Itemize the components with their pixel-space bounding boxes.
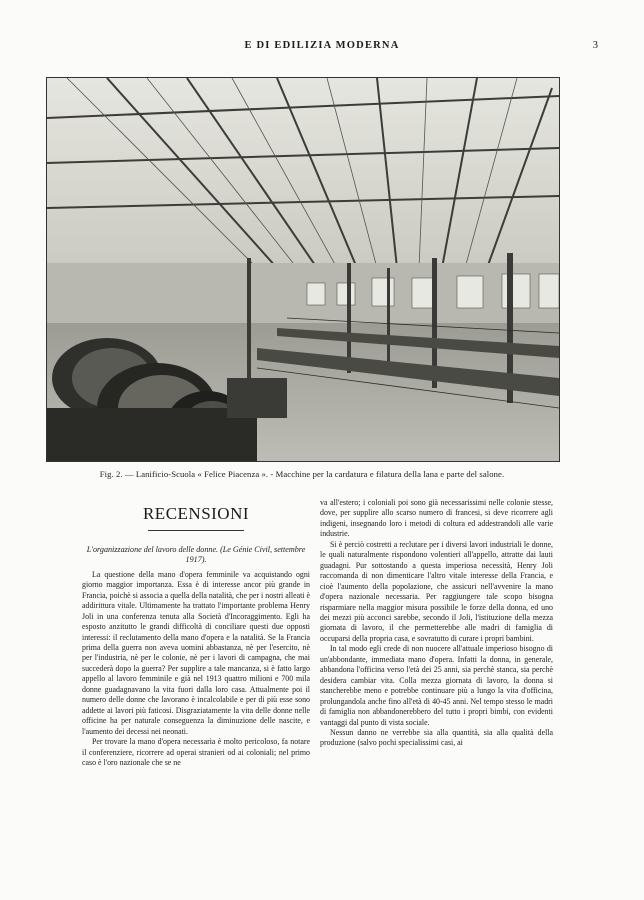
heading-rule bbox=[148, 530, 244, 531]
running-header bbox=[46, 40, 598, 56]
paragraph: Si è perciò costretti a reclutare per i diversi lavori industriali le donne, le quali naturalmente rispondono volentieri all'appello, attratte dai lauti guadagni. Pur sottostando a questa imperiosa necessità, Henry Joli raccomanda di non dimenticare l'altro vitale interesse della Francia, e cioè l'aumento della popolazione, che assicuri nell'avvenire la mano d'opera nazionale necessaria. Per raggiungere tale scopo bisogna risparmiare nella maggior misura possibile le forze della donna, ed uno dei mezzi più acconci sarebbe, secondo il Joli, l'istituzione della mezza giornata di lavoro, il che permetterebbe alle madri di famiglia di occuparsi della propria casa, e sovratutto di curare i propri bambini. bbox=[320, 539, 553, 643]
citation-source: (Le Génie Civil, settembre 1917). bbox=[185, 545, 306, 565]
paragraph: In tal modo egli crede di non nuocere all'attuale imperioso bisogno di un'abbondante, immediata mano d'opera. Infatti la donna, in generale, abbandona l'officina verso l'età dei 25 anni, sia perchè stanca, sia perchè desidera cambiar vita. Colla mezza giornata di lavoro, la donna si stancherebbe meno e potrebbe continuare più a lungo la vita d'officina, prolungandola anche fino all'età di 40-45 anni. Nel tempo stesso le madri di famiglia non abbandonerebbero del tutto i propri bimbi, con evidenti vantaggi dal punto di vista sociale. bbox=[320, 644, 553, 727]
paragraph: La questione della mano d'opera femminile va acquistando ogni giorno maggior importanza. Essa è di interesse ancor più grande in Francia, poichè si associa a quella della natalità, che per i nostri alleati è addirittura vitale. Ultimamente ha trattato l'importante problema Henry Joli in una conferenza tenuta alla Società d'Incoraggimento. Egli ha esposto anzitutto le grandi difficoltà di conciliare questi due opposti interessi: il reclutamento della mano d'opera e la natalità. Se la Francia prima della guerra non aveva uomini abbastanza, nè per l'esercito, nè per l'industria, nè per le colonie, nè per i lavori di campagna, che mai succederà dopo la guerra? Per supplire a tale mancanza, si è fatto largo appello al lavoro femminile e già nel 1913 quattro milioni e 700 mila donne guadagnavano la vita fuori dalla loro casa. Attualmente poi il numero delle donne che lavorano è incalcolabile e per di più esse sono addette ai lavori più faticosi. Disgraziatamente la vita delle donne nelle officine ha per naturale conseguenza la diminuzione delle nascite, e l'aumento dei decessi nei neonati. bbox=[82, 569, 310, 736]
figure-caption: Fig. 2. — Lanificio-Scuola « Felice Piacenza ». - Macchine per la cardatura e filatura della lana e parte del salone. bbox=[99, 469, 505, 479]
journal-title: E DI EDILIZIA MODERNA bbox=[244, 40, 400, 51]
page-number: 3 bbox=[592, 40, 598, 51]
section-heading: RECENSIONI bbox=[142, 504, 250, 523]
paragraph: Nessun danno ne verrebbe sia alla quantità, sia alla qualità della produzione (salvo pochi specialissimi casi, ai bbox=[320, 727, 553, 748]
paragraph: va all'estero; i coloniali poi sono già necessarissimi nelle colonie stesse, dove, per supplire allo scarso numero di francesi, si deve ricorrere agli indigeni, insegnando loro i metodi di coltura ed addestrandoli alle varie industrie. bbox=[320, 498, 553, 539]
text-column-left bbox=[82, 498, 310, 768]
citation bbox=[82, 545, 310, 566]
text-column-right bbox=[320, 498, 553, 749]
paragraph: Per trovare la mano d'opera necessaria è molto pericoloso, fa notare il conferenziere, ricorrere ad operai stranieri od ai coloniali; nel primo caso è l'oro nazionale che se ne bbox=[82, 737, 310, 767]
factory-photograph bbox=[46, 77, 560, 462]
citation-title: L'organizzazione del lavoro delle donne. bbox=[86, 545, 219, 554]
